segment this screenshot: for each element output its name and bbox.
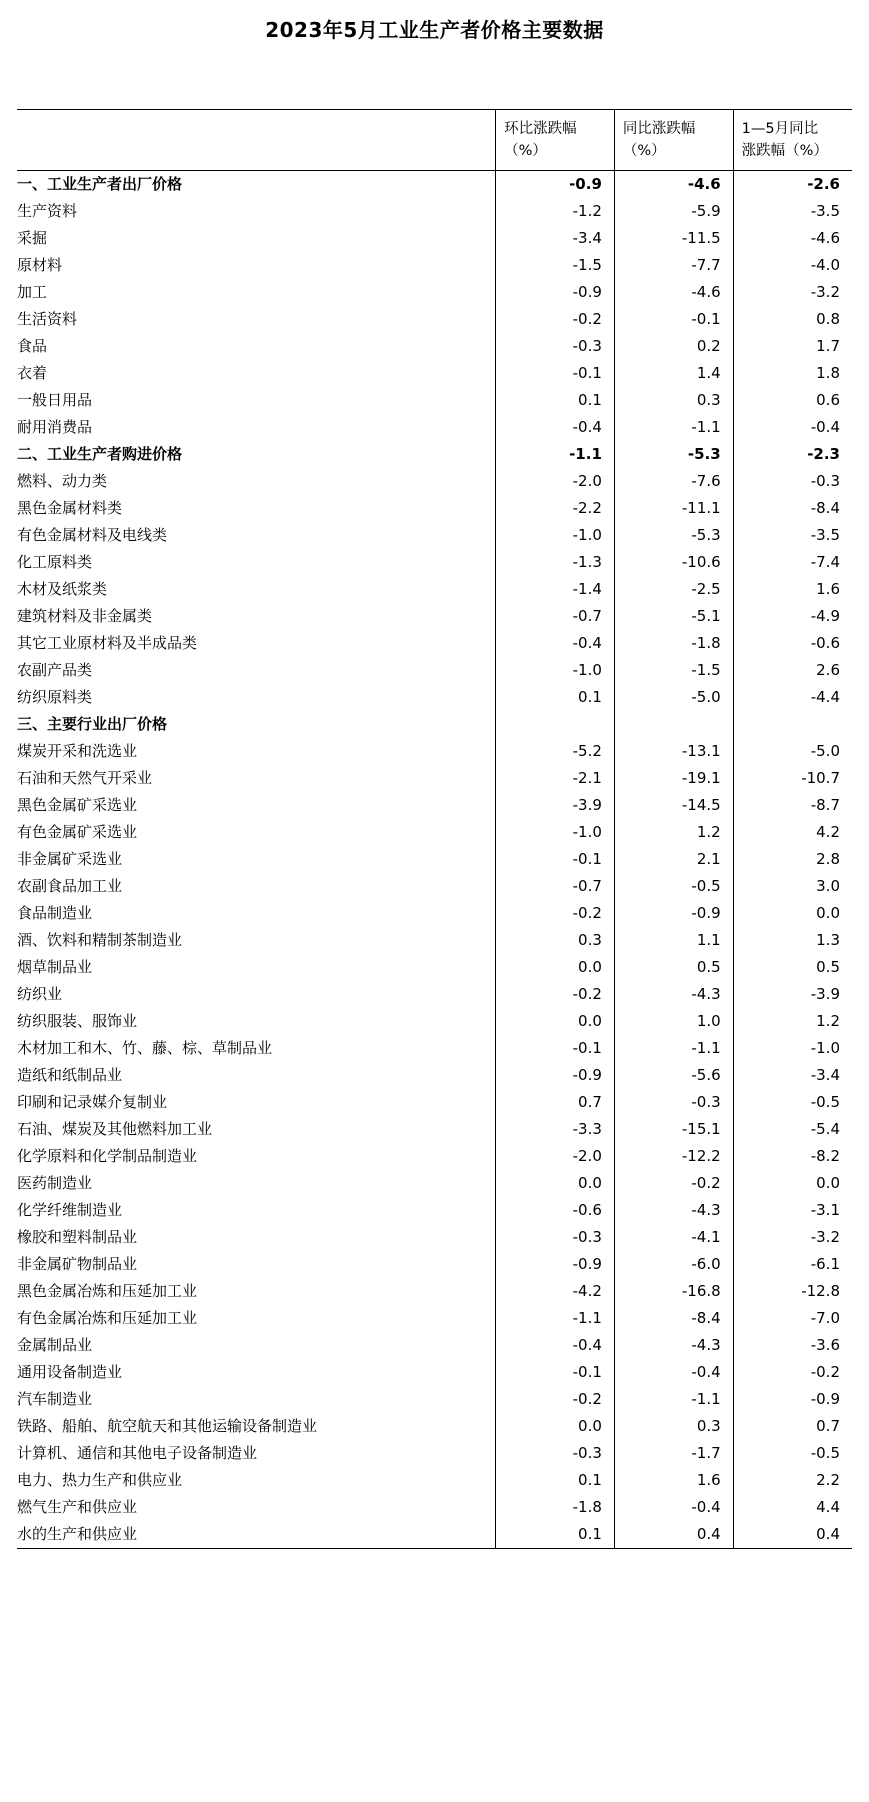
row-label: 黑色金属材料类 (17, 499, 123, 517)
row-value-ytd: 0.0 (733, 1170, 852, 1197)
table-row (17, 549, 852, 576)
row-value-ytd: 2.6 (733, 657, 852, 684)
row-label: 木材加工和木、竹、藤、棕、草制品业 (17, 1039, 273, 1057)
row-value-yoy: 1.1 (614, 927, 733, 954)
header-yoy-line2: （%） (622, 143, 666, 159)
table-header-row (17, 110, 852, 171)
row-label: 耐用消费品 (17, 418, 93, 436)
header-ytd-line1: 1—5月同比 (741, 120, 819, 137)
row-value-ytd: -6.1 (733, 1251, 852, 1278)
row-value-yoy: -14.5 (614, 792, 733, 819)
row-value-ytd: -8.4 (733, 495, 852, 522)
row-value-yoy: -0.9 (614, 900, 733, 927)
row-label: 烟草制品业 (17, 958, 93, 976)
row-value-mom: -0.1 (496, 1035, 615, 1062)
table-row (17, 603, 852, 630)
row-value-mom: -0.9 (496, 1062, 615, 1089)
row-label: 化工原料类 (17, 553, 93, 571)
table-row (17, 414, 852, 441)
row-value-ytd (733, 711, 852, 738)
row-value-mom: -1.1 (496, 1305, 615, 1332)
row-label: 纺织业 (17, 985, 63, 1003)
row-value-mom: -1.1 (496, 441, 615, 468)
row-label: 医药制造业 (17, 1174, 93, 1192)
row-value-mom: -1.2 (496, 198, 615, 225)
row-value-yoy: -7.7 (614, 252, 733, 279)
row-value-ytd: 0.7 (733, 1413, 852, 1440)
row-value-ytd: -0.3 (733, 468, 852, 495)
row-value-mom: -0.2 (496, 306, 615, 333)
row-value-ytd: -3.9 (733, 981, 852, 1008)
row-value-ytd: -2.3 (733, 441, 852, 468)
row-value-mom: 0.1 (496, 1521, 615, 1549)
header-mom-line1: 环比涨跌幅 (504, 120, 577, 137)
row-value-mom: -0.3 (496, 1440, 615, 1467)
table-row (17, 171, 852, 199)
row-label: 食品 (17, 337, 48, 355)
row-label: 原材料 (17, 256, 63, 274)
table-row (17, 1413, 852, 1440)
row-value-yoy: 2.1 (614, 846, 733, 873)
row-label: 一般日用品 (17, 391, 93, 409)
row-value-ytd: -8.7 (733, 792, 852, 819)
row-label: 铁路、船舶、航空航天和其他运输设备制造业 (17, 1417, 318, 1435)
row-value-mom: -0.1 (496, 1359, 615, 1386)
page-title: 2023年5月工业生产者价格主要数据 (265, 18, 604, 42)
row-label: 非金属矿采选业 (17, 850, 123, 868)
row-value-yoy: 0.3 (614, 387, 733, 414)
row-value-mom: -0.9 (496, 171, 615, 199)
row-value-ytd: 0.8 (733, 306, 852, 333)
row-value-ytd: -3.2 (733, 279, 852, 306)
row-value-mom: -1.0 (496, 819, 615, 846)
row-value-ytd: 0.6 (733, 387, 852, 414)
row-value-ytd: 1.7 (733, 333, 852, 360)
row-value-ytd: 1.6 (733, 576, 852, 603)
table-row (17, 738, 852, 765)
table-row (17, 630, 852, 657)
row-value-yoy: 0.5 (614, 954, 733, 981)
row-value-mom: -0.9 (496, 1251, 615, 1278)
row-label: 生活资料 (17, 310, 78, 328)
row-label: 金属制品业 (17, 1336, 93, 1354)
table-row (17, 225, 852, 252)
row-value-yoy: -1.1 (614, 1035, 733, 1062)
table-row (17, 360, 852, 387)
table-row (17, 1278, 852, 1305)
row-value-yoy: -4.6 (614, 279, 733, 306)
row-label: 生产资料 (17, 202, 78, 220)
table-row (17, 900, 852, 927)
row-value-mom: -0.4 (496, 1332, 615, 1359)
row-value-yoy: -1.7 (614, 1440, 733, 1467)
row-value-ytd: 0.5 (733, 954, 852, 981)
table-body (17, 171, 852, 1549)
row-value-ytd: 1.8 (733, 360, 852, 387)
row-value-mom: -3.3 (496, 1116, 615, 1143)
row-label: 石油和天然气开采业 (17, 769, 153, 787)
row-value-ytd: -4.0 (733, 252, 852, 279)
table-row (17, 927, 852, 954)
row-value-mom: 0.1 (496, 1467, 615, 1494)
row-value-ytd: 2.8 (733, 846, 852, 873)
row-value-mom: 0.0 (496, 1413, 615, 1440)
table-row (17, 198, 852, 225)
table-row (17, 1386, 852, 1413)
row-value-ytd: 1.2 (733, 1008, 852, 1035)
row-label: 非金属矿物制品业 (17, 1255, 138, 1273)
row-value-yoy: -8.4 (614, 1305, 733, 1332)
row-label: 燃气生产和供应业 (17, 1498, 138, 1516)
row-label: 黑色金属冶炼和压延加工业 (17, 1282, 198, 1300)
row-label: 煤炭开采和洗选业 (17, 742, 138, 760)
row-value-mom: 0.3 (496, 927, 615, 954)
row-value-yoy: -12.2 (614, 1143, 733, 1170)
row-label: 计算机、通信和其他电子设备制造业 (17, 1444, 258, 1462)
row-value-yoy: -10.6 (614, 549, 733, 576)
table-row (17, 1332, 852, 1359)
row-value-mom: -0.3 (496, 1224, 615, 1251)
header-mom-line2: （%） (504, 143, 547, 159)
row-value-ytd: -0.5 (733, 1089, 852, 1116)
table-row (17, 1008, 852, 1035)
row-value-yoy: -1.1 (614, 414, 733, 441)
row-label: 衣着 (17, 364, 48, 382)
row-value-yoy: -4.3 (614, 1197, 733, 1224)
table-row (17, 1440, 852, 1467)
row-label: 采掘 (17, 229, 48, 247)
row-value-yoy: -0.4 (614, 1359, 733, 1386)
row-value-yoy: -0.1 (614, 306, 733, 333)
row-value-ytd: 0.4 (733, 1521, 852, 1549)
row-label: 橡胶和塑料制品业 (17, 1228, 138, 1246)
header-yoy (614, 110, 733, 171)
table-row (17, 1521, 852, 1549)
table-row (17, 1305, 852, 1332)
row-value-ytd: -7.4 (733, 549, 852, 576)
row-label: 汽车制造业 (17, 1390, 93, 1408)
row-value-mom: 0.1 (496, 684, 615, 711)
row-value-mom: 0.0 (496, 954, 615, 981)
row-value-mom: -1.5 (496, 252, 615, 279)
row-value-yoy: -1.8 (614, 630, 733, 657)
row-value-yoy: -1.1 (614, 1386, 733, 1413)
row-value-ytd: -7.0 (733, 1305, 852, 1332)
row-value-ytd: -3.6 (733, 1332, 852, 1359)
table-row (17, 1170, 852, 1197)
row-label: 酒、饮料和精制茶制造业 (17, 931, 183, 949)
row-value-mom: 0.0 (496, 1008, 615, 1035)
table-row (17, 1494, 852, 1521)
row-value-yoy: -7.6 (614, 468, 733, 495)
row-value-ytd: 0.0 (733, 900, 852, 927)
row-value-ytd: -0.9 (733, 1386, 852, 1413)
row-value-ytd: 4.2 (733, 819, 852, 846)
row-value-yoy: -19.1 (614, 765, 733, 792)
row-value-mom: -5.2 (496, 738, 615, 765)
header-ytd-line2: 涨跌幅（%） (741, 143, 828, 159)
row-value-mom: -4.2 (496, 1278, 615, 1305)
row-label: 纺织原料类 (17, 688, 93, 706)
row-value-yoy: -5.1 (614, 603, 733, 630)
table-row (17, 576, 852, 603)
row-value-yoy: 1.0 (614, 1008, 733, 1035)
row-value-yoy: 1.2 (614, 819, 733, 846)
table-row (17, 1116, 852, 1143)
row-label: 燃料、动力类 (17, 472, 108, 490)
table-row (17, 1467, 852, 1494)
table-row (17, 1062, 852, 1089)
row-value-mom: -0.6 (496, 1197, 615, 1224)
row-value-ytd: -4.4 (733, 684, 852, 711)
row-value-ytd: -3.4 (733, 1062, 852, 1089)
row-value-ytd: -0.2 (733, 1359, 852, 1386)
row-label: 水的生产和供应业 (17, 1521, 496, 1549)
table-row (17, 1143, 852, 1170)
row-label: 加工 (17, 283, 48, 301)
table-row (17, 819, 852, 846)
row-value-mom: -1.4 (496, 576, 615, 603)
table-row (17, 711, 852, 738)
row-label: 其它工业原材料及半成品类 (17, 634, 198, 652)
row-value-yoy: -13.1 (614, 738, 733, 765)
row-value-mom: -1.0 (496, 522, 615, 549)
table-row (17, 279, 852, 306)
row-value-yoy: -5.9 (614, 198, 733, 225)
row-label: 农副产品类 (17, 661, 93, 679)
row-label: 有色金属矿采选业 (17, 823, 138, 841)
table-row (17, 1251, 852, 1278)
row-label: 化学纤维制造业 (17, 1201, 123, 1219)
table-row (17, 468, 852, 495)
table-row (17, 1359, 852, 1386)
row-value-ytd: -5.0 (733, 738, 852, 765)
row-value-yoy: -5.6 (614, 1062, 733, 1089)
row-label: 有色金属材料及电线类 (17, 526, 168, 544)
header-mom (496, 110, 615, 171)
row-value-mom: 0.0 (496, 1170, 615, 1197)
row-value-mom: -2.2 (496, 495, 615, 522)
row-value-yoy: -5.3 (614, 522, 733, 549)
row-value-yoy: -0.2 (614, 1170, 733, 1197)
table-row (17, 306, 852, 333)
row-value-yoy: -5.0 (614, 684, 733, 711)
row-value-ytd: 4.4 (733, 1494, 852, 1521)
row-value-mom: -3.9 (496, 792, 615, 819)
row-value-yoy: -15.1 (614, 1116, 733, 1143)
header-ytd (733, 110, 852, 171)
row-value-yoy (614, 711, 733, 738)
row-value-mom: -1.0 (496, 657, 615, 684)
row-value-yoy: -2.5 (614, 576, 733, 603)
header-blank (17, 110, 496, 171)
row-value-yoy: 0.2 (614, 333, 733, 360)
row-label: 农副食品加工业 (17, 877, 123, 895)
row-value-ytd: -0.5 (733, 1440, 852, 1467)
row-value-yoy: -6.0 (614, 1251, 733, 1278)
row-value-ytd: 1.3 (733, 927, 852, 954)
row-value-ytd: 2.2 (733, 1467, 852, 1494)
row-label: 黑色金属矿采选业 (17, 796, 138, 814)
table-row (17, 387, 852, 414)
row-value-yoy: 0.3 (614, 1413, 733, 1440)
table-row (17, 1089, 852, 1116)
producer-price-table (17, 109, 852, 1549)
row-value-ytd: -3.5 (733, 522, 852, 549)
table-row (17, 1035, 852, 1062)
row-value-ytd: -4.6 (733, 225, 852, 252)
row-value-ytd: -12.8 (733, 1278, 852, 1305)
row-value-yoy: -0.5 (614, 873, 733, 900)
row-label: 一、工业生产者出厂价格 (17, 175, 183, 193)
table-row (17, 333, 852, 360)
row-value-yoy: -16.8 (614, 1278, 733, 1305)
row-label: 化学原料和化学制品制造业 (17, 1147, 198, 1165)
row-value-ytd: -2.6 (733, 171, 852, 199)
row-value-mom: -0.4 (496, 630, 615, 657)
table-row (17, 1197, 852, 1224)
row-value-mom: -3.4 (496, 225, 615, 252)
row-value-yoy: -5.3 (614, 441, 733, 468)
row-value-mom: 0.1 (496, 387, 615, 414)
row-label: 造纸和纸制品业 (17, 1066, 123, 1084)
row-label: 三、主要行业出厂价格 (17, 715, 168, 733)
row-label: 木材及纸浆类 (17, 580, 108, 598)
row-value-yoy: 1.6 (614, 1467, 733, 1494)
row-value-ytd: -0.4 (733, 414, 852, 441)
row-value-mom: -0.2 (496, 900, 615, 927)
table-container (0, 109, 869, 1549)
row-value-yoy: -4.3 (614, 1332, 733, 1359)
row-value-ytd: -5.4 (733, 1116, 852, 1143)
row-value-mom: -0.2 (496, 1386, 615, 1413)
table-row (17, 252, 852, 279)
row-value-mom: -0.3 (496, 333, 615, 360)
row-value-mom: -0.7 (496, 603, 615, 630)
row-value-mom: -2.0 (496, 1143, 615, 1170)
row-value-mom: 0.7 (496, 1089, 615, 1116)
table-row (17, 954, 852, 981)
row-label: 食品制造业 (17, 904, 93, 922)
row-value-ytd: -10.7 (733, 765, 852, 792)
table-row (17, 873, 852, 900)
row-label: 电力、热力生产和供应业 (17, 1471, 183, 1489)
row-value-ytd: -3.2 (733, 1224, 852, 1251)
table-row (17, 981, 852, 1008)
table-row (17, 441, 852, 468)
row-value-mom: -1.3 (496, 549, 615, 576)
row-value-mom: -1.8 (496, 1494, 615, 1521)
row-label: 石油、煤炭及其他燃料加工业 (17, 1120, 213, 1138)
header-yoy-line1: 同比涨跌幅 (622, 120, 696, 137)
row-value-ytd: -1.0 (733, 1035, 852, 1062)
row-value-yoy: -4.1 (614, 1224, 733, 1251)
row-value-ytd: -0.6 (733, 630, 852, 657)
row-value-ytd: -8.2 (733, 1143, 852, 1170)
row-value-ytd: -4.9 (733, 603, 852, 630)
row-value-mom: -0.1 (496, 360, 615, 387)
table-row (17, 522, 852, 549)
row-value-mom: -0.4 (496, 414, 615, 441)
table-row (17, 657, 852, 684)
table-row (17, 495, 852, 522)
row-value-mom: -2.1 (496, 765, 615, 792)
row-value-yoy: 1.4 (614, 360, 733, 387)
table-row (17, 1224, 852, 1251)
row-label: 印刷和记录媒介复制业 (17, 1093, 168, 1111)
row-value-yoy: -0.3 (614, 1089, 733, 1116)
table-row (17, 684, 852, 711)
row-label: 有色金属冶炼和压延加工业 (17, 1309, 198, 1327)
row-value-yoy: -4.3 (614, 981, 733, 1008)
row-label: 通用设备制造业 (17, 1363, 123, 1381)
row-value-mom: -2.0 (496, 468, 615, 495)
row-value-yoy: -1.5 (614, 657, 733, 684)
row-label: 建筑材料及非金属类 (17, 607, 153, 625)
table-row (17, 792, 852, 819)
row-value-mom: -0.2 (496, 981, 615, 1008)
row-label: 二、工业生产者购进价格 (17, 445, 183, 463)
table-row (17, 765, 852, 792)
table-row (17, 846, 852, 873)
row-value-mom: -0.1 (496, 846, 615, 873)
row-value-ytd: 3.0 (733, 873, 852, 900)
row-value-ytd: -3.1 (733, 1197, 852, 1224)
row-value-yoy: 0.4 (614, 1521, 733, 1549)
row-value-yoy: -11.5 (614, 225, 733, 252)
row-value-mom: -0.9 (496, 279, 615, 306)
table-header (17, 110, 852, 171)
row-value-ytd: -3.5 (733, 198, 852, 225)
row-value-mom: -0.7 (496, 873, 615, 900)
row-value-yoy: -0.4 (614, 1494, 733, 1521)
row-label: 纺织服装、服饰业 (17, 1012, 138, 1030)
row-value-yoy: -4.6 (614, 171, 733, 199)
row-value-mom (496, 711, 615, 738)
row-value-yoy: -11.1 (614, 495, 733, 522)
